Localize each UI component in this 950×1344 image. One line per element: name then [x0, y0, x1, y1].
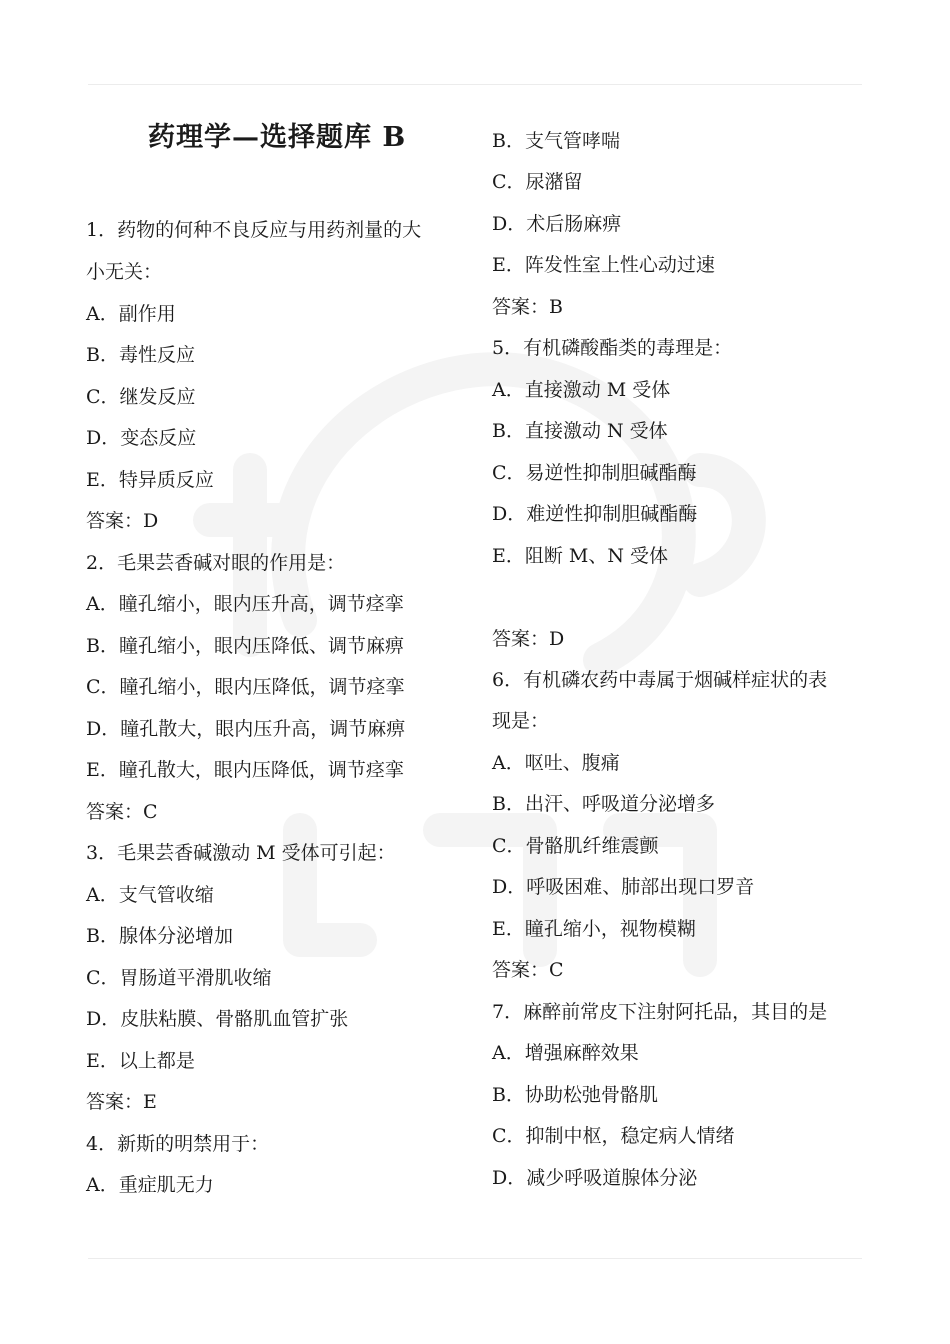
text-line: D．术后肠麻痹	[492, 213, 622, 235]
text-line: C．骨骼肌纤维震颤	[492, 835, 659, 857]
text-line: B．支气管哮喘	[492, 130, 620, 152]
text-line: A．重症肌无力	[86, 1174, 214, 1196]
text-line: C．继发反应	[86, 386, 196, 408]
text-line: D．皮肤粘膜、骨骼肌血管扩张	[86, 1008, 349, 1030]
text-line: C．抑制中枢，稳定病人情绪	[492, 1125, 735, 1147]
footer-rule	[88, 1258, 862, 1259]
text-line: 小无关：	[86, 261, 163, 283]
question-line: 6．有机磷农药中毒属于烟碱样症状的表	[492, 669, 828, 691]
answer-line: 答案：C	[492, 959, 564, 981]
question-line: 5．有机磷酸酯类的毒理是：	[492, 337, 733, 359]
text-line: B．瞳孔缩小，眼内压降低、调节麻痹	[86, 635, 404, 657]
text-line: C．胃肠道平滑肌收缩	[86, 967, 272, 989]
text-line: B．协助松弛骨骼肌	[492, 1084, 658, 1106]
text-line: A．副作用	[86, 303, 176, 325]
text-line: A．支气管收缩	[86, 884, 214, 906]
text-line: B．腺体分泌增加	[86, 925, 233, 947]
text-line: E．阻断 M、N 受体	[492, 545, 669, 567]
question-line: 4．新斯的明禁用于：	[86, 1133, 270, 1155]
question-line: 3．毛果芸香碱激动 M 受体可引起：	[86, 842, 396, 864]
text-line: D．难逆性抑制胆碱酯酶	[492, 503, 698, 525]
answer-line: 答案：E	[86, 1091, 157, 1113]
answer-line: 答案：B	[492, 296, 563, 318]
text-line: B．直接激动 N 受体	[492, 420, 668, 442]
text-line: E．瞳孔缩小，视物模糊	[492, 918, 696, 940]
text-line: B．毒性反应	[86, 344, 195, 366]
text-line: D．呼吸困难、肺部出现口罗音	[492, 876, 755, 898]
text-line: E．阵发性室上性心动过速	[492, 254, 715, 276]
text-line: E．瞳孔散大，眼内压降低，调节痉挛	[86, 759, 404, 781]
text-line: C．尿潴留	[492, 171, 583, 193]
text-line: E．以上都是	[86, 1050, 195, 1072]
answer-line: 答案：D	[492, 628, 565, 650]
text-line: A．瞳孔缩小，眼内压升高，调节痉挛	[86, 593, 404, 615]
text-line: C．易逆性抑制胆碱酯酶	[492, 462, 697, 484]
text-line: C．瞳孔缩小，眼内压降低，调节痉挛	[86, 676, 405, 698]
question-line: 2．毛果芸香碱对眼的作用是：	[86, 552, 346, 574]
text-line: D．瞳孔散大，眼内压升高，调节麻痹	[86, 718, 406, 740]
text-line: E．特异质反应	[86, 469, 214, 491]
answer-line: 答案：C	[86, 801, 158, 823]
page-title: 药理学—选择题库 B	[148, 122, 407, 153]
text-line: A．增强麻醉效果	[492, 1042, 639, 1064]
answer-line: 答案：D	[86, 510, 159, 532]
text-line: 现是：	[492, 710, 550, 732]
question-line: 7．麻醉前常皮下注射阿托品，其目的是	[492, 1001, 828, 1023]
text-line: D．减少呼吸道腺体分泌	[492, 1167, 698, 1189]
text-line: B．出汗、呼吸道分泌增多	[492, 793, 715, 815]
text-line: 1．药物的何种不良反应与用药剂量的大	[86, 219, 422, 241]
text-line: D．变态反应	[86, 427, 197, 449]
text-line: A．直接激动 M 受体	[492, 379, 671, 401]
text-line: A．呕吐、腹痛	[492, 752, 620, 774]
header-rule	[88, 84, 862, 85]
